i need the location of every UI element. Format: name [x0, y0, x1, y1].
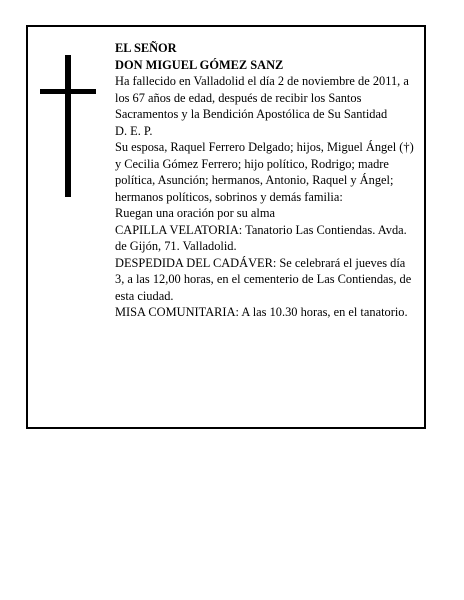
- family-list: Su esposa, Raquel Ferrero Delgado; hijos, Miguel Ángel (†) y Cecilia Gómez Ferrero; hijo político, Rodrigo; madre política, Asunción; hermanos, Antonio, Raquel y Ángel; hermanos políticos, sobrinos y demás familia:: [115, 140, 414, 204]
- cross-horizontal-bar: [40, 89, 96, 94]
- cross-vertical-bar: [65, 55, 71, 197]
- wake-location: CAPILLA VELATORIA: Tanatorio Las Contiendas. Avda. de Gijón, 71. Valladolid.: [115, 222, 407, 253]
- notice-text: [115, 40, 415, 321]
- prayer-request: Ruegan una oración por su alma: [115, 206, 275, 220]
- cross-icon: [40, 55, 96, 197]
- obituary-notice: [26, 25, 426, 429]
- notice-title: EL SEÑOR: [115, 41, 177, 55]
- rip-line: D. E. P.: [115, 123, 153, 138]
- death-announcement: Ha fallecido en Valladolid el día 2 de noviembre de 2011, a los 67 años de edad, después de recibir los Santos Sacramentos y la Bendición Apostólica de Su Santidad: [115, 74, 409, 121]
- funeral-details: DESPEDIDA DEL CADÁVER: Se celebrará el jueves día 3, a las 12,00 horas, en el cementerio de Las Contiendas, de esta ciudad.: [115, 255, 412, 303]
- mass-details: MISA COMUNITARIA: A las 10.30 horas, en el tanatorio.: [115, 305, 408, 319]
- deceased-name: DON MIGUEL GÓMEZ SANZ: [115, 57, 284, 72]
